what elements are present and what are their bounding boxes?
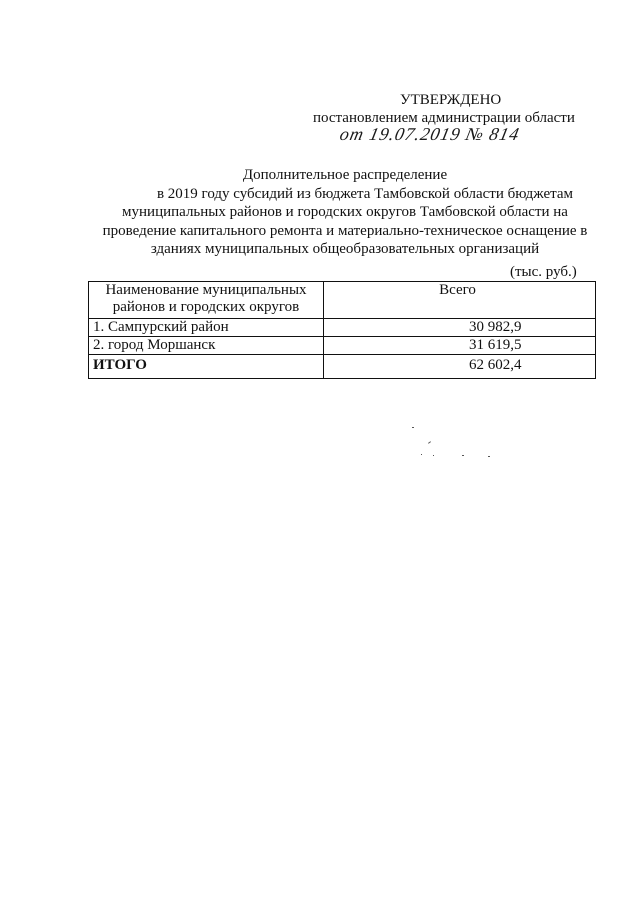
scan-speck: [428, 441, 431, 444]
table-total-row: [89, 355, 596, 379]
approval-stamp-title: УТВЕРЖДЕНО: [400, 92, 502, 108]
total-value: 62 602,4: [324, 355, 596, 379]
title-line: проведение капитального ремонта и материально-техническое оснащение в: [102, 222, 588, 239]
document-title: [90, 166, 600, 259]
table-row: [89, 337, 596, 355]
row-total: 30 982,9: [324, 319, 596, 337]
title-line: зданиях муниципальных общеобразовательных организаций: [150, 241, 540, 257]
title-line: Дополнительное распределение: [242, 167, 448, 183]
scan-speck: [462, 455, 464, 456]
row-total: 31 619,5: [324, 337, 596, 355]
row-name: 2. город Моршанск: [89, 337, 324, 355]
title-line: в 2019 году субсидий из бюджета Тамбовской области бюджетам: [156, 185, 574, 202]
column-header-total: Всего: [324, 282, 596, 319]
allocation-table: [88, 281, 596, 379]
scan-speck: [433, 455, 434, 456]
title-line: муниципальных районов и городских округов Тамбовской области на: [122, 204, 568, 220]
total-label: ИТОГО: [89, 355, 324, 379]
scan-speck: [412, 427, 414, 428]
approval-reference: постановлением администрации области: [313, 110, 575, 126]
units-label: (тыс. руб.): [510, 264, 577, 280]
handwritten-date-number: от 19.07.2019 № 814: [337, 124, 522, 144]
column-header-name: Наименование муниципальных районов и городских округов: [89, 282, 324, 319]
scan-speck: [421, 454, 422, 455]
row-name: 1. Сампурский район: [89, 319, 324, 337]
table-header-row: [89, 282, 596, 319]
scan-speck: [488, 456, 490, 457]
table-row: [89, 319, 596, 337]
